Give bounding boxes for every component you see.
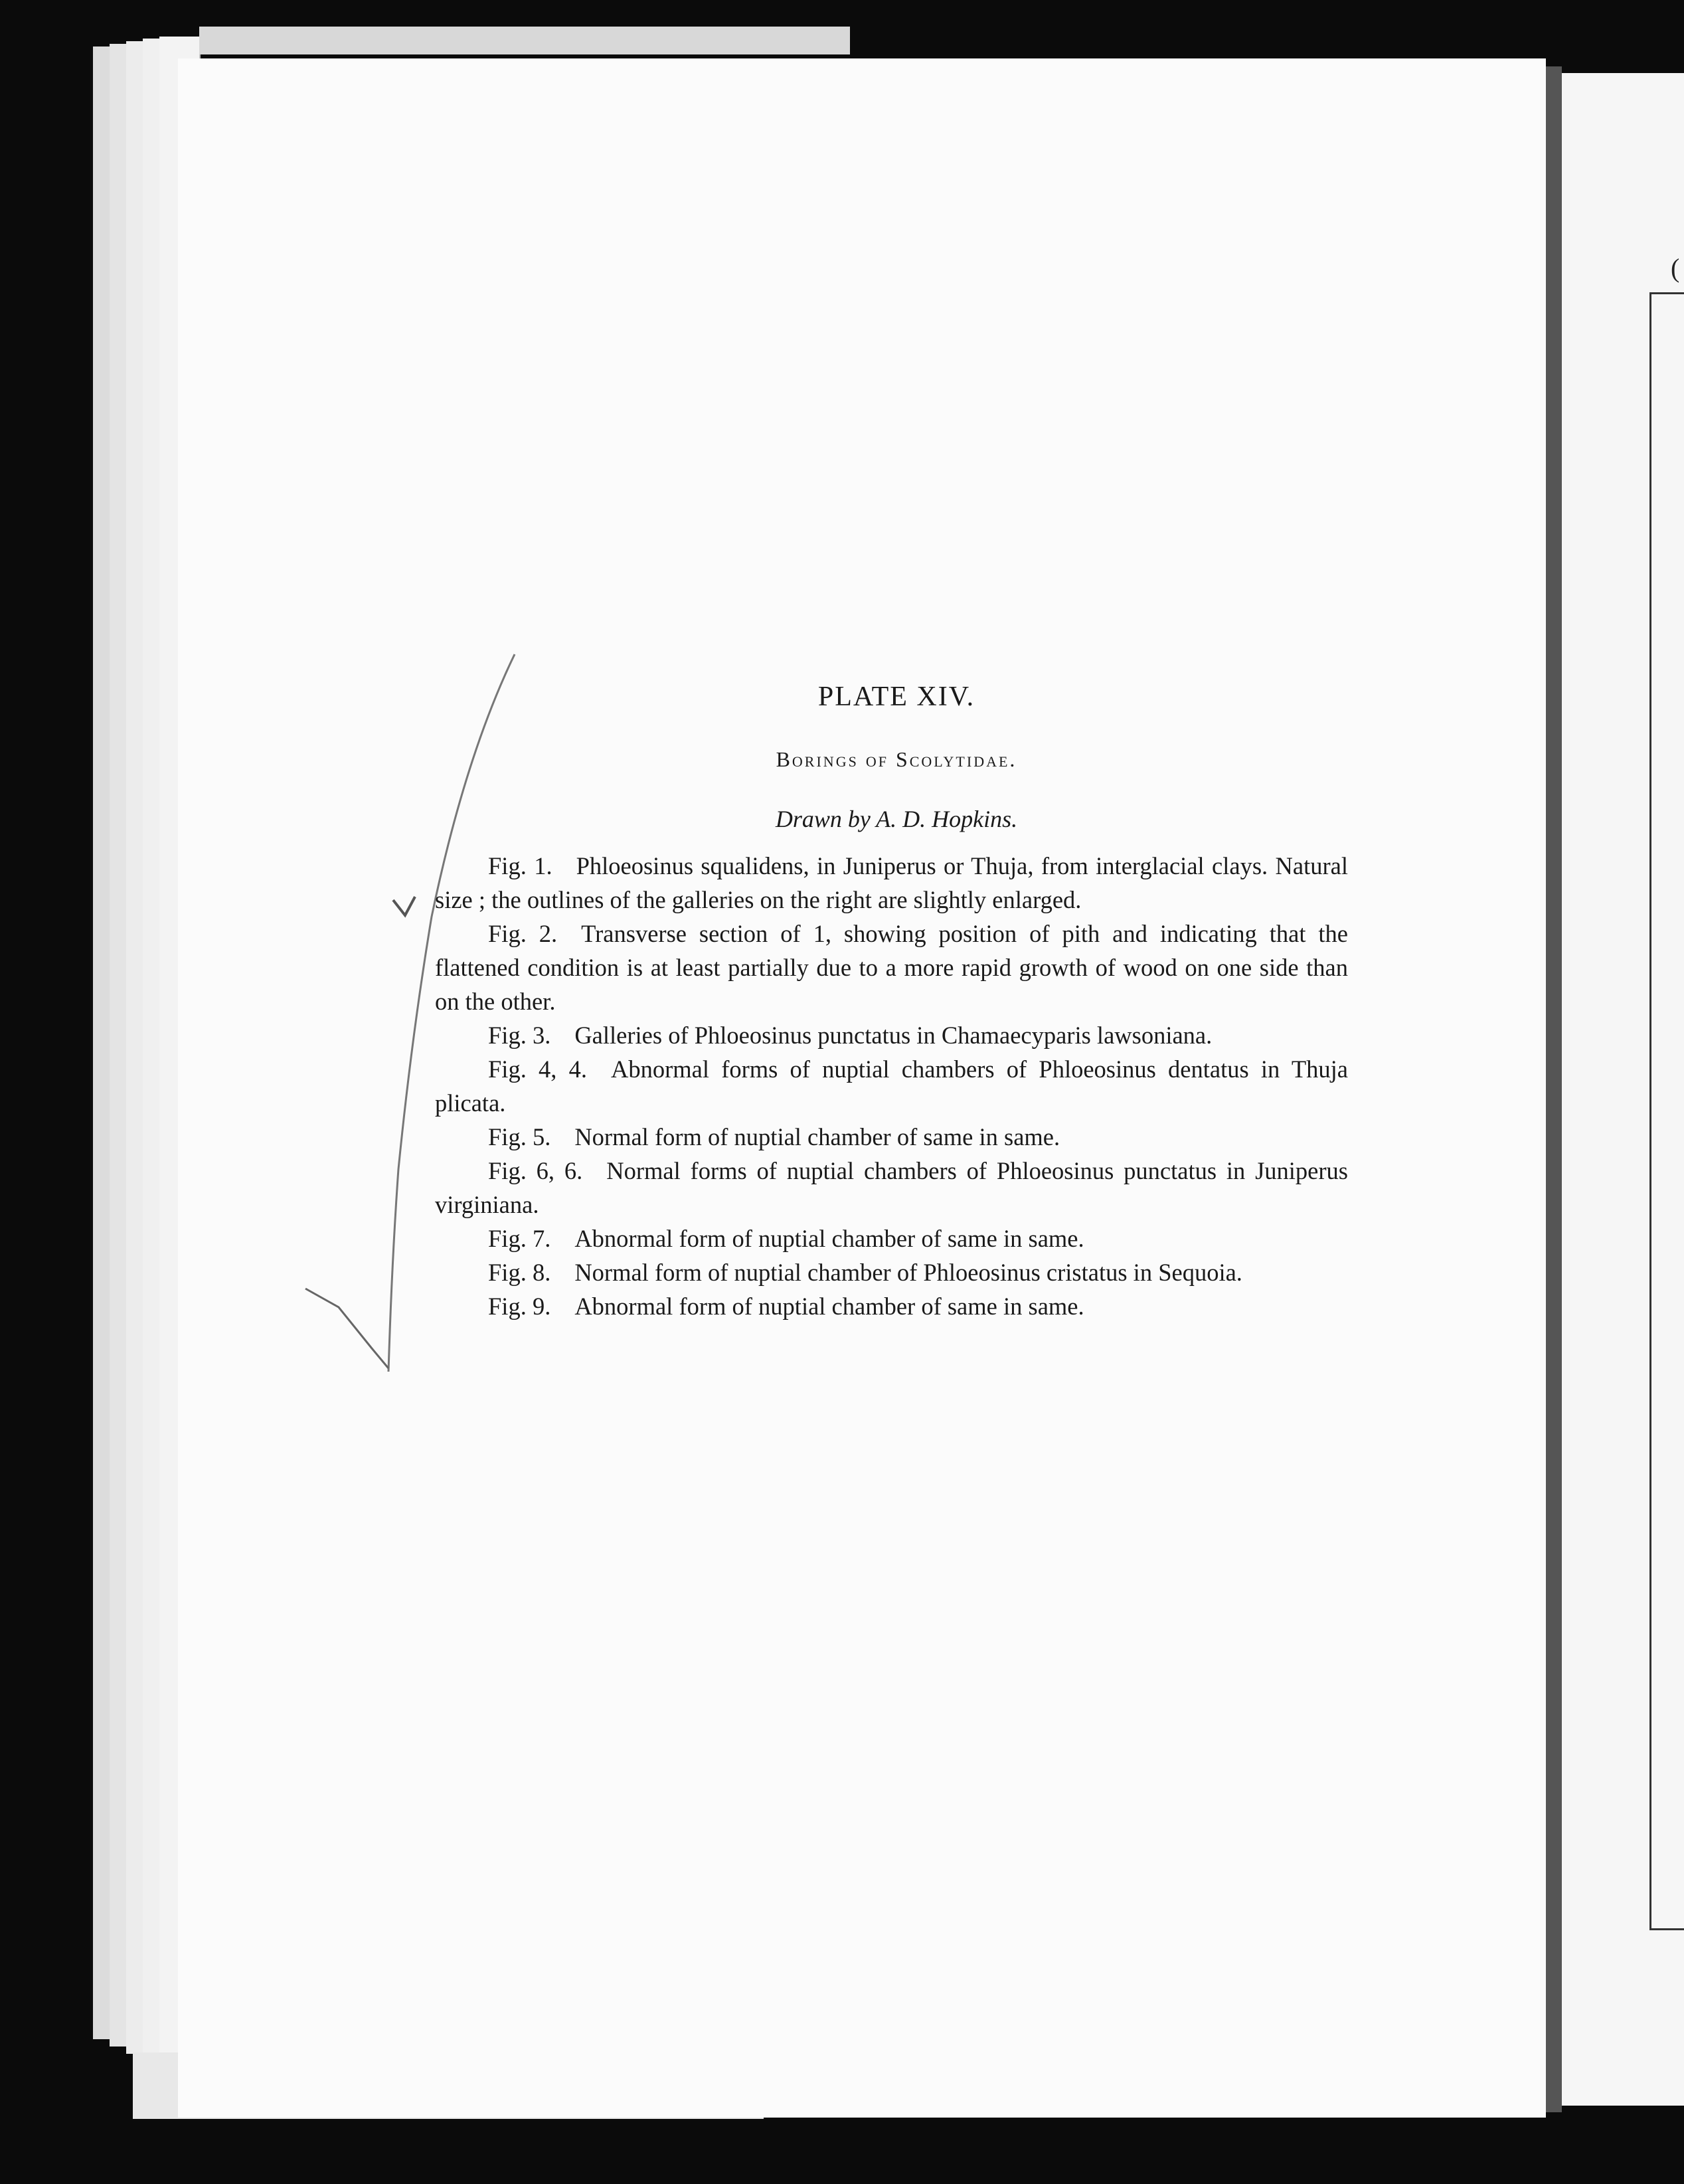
caption-fig-4: Fig. 4, 4. Abnormal forms of nuptial chambers of Phloeosinus dentatus in Thuja plicata. [435,1055,1348,1117]
caption-fig-3: Fig. 3. Galleries of Phloeosinus punctatus in Chamaecyparis lawsoniana. [488,1022,1213,1049]
caption-fig-2: Fig. 2. Transverse section of 1, showing position of pith and indicating that the flattened condition is at least partially due to a more rapid growth of wood on one side than on the other. [435,920,1348,1015]
caption-fig-8: Fig. 8. Normal form of nuptial chamber of Phloeosinus cristatus in Sequoia. [488,1259,1242,1286]
caption-fig-1: Fig. 1. Phloeosinus squalidens, in Juniperus or Thuja, from interglacial clays. Natural size ; the outlines of the galleries on the right are slightly enlarged. [435,852,1348,913]
plate-title: PLATE XIV. [817,682,975,712]
figure-captions [435,849,1348,1323]
plate-subtitle: Borings of Scolytidae. [776,747,1017,771]
facing-page-glyph: ( [1671,253,1680,283]
caption-fig-7: Fig. 7. Abnormal form of nuptial chamber of same in same. [488,1225,1084,1252]
pencil-check-icon [305,1289,388,1368]
plate-byline: Drawn by A. D. Hopkins. [775,806,1018,832]
check-mark-icon [393,897,415,915]
caption-fig-9: Fig. 9. Abnormal form of nuptial chamber of same in same. [488,1293,1084,1320]
caption-fig-6: Fig. 6, 6. Normal forms of nuptial chambers of Phloeosinus punctatus in Juniperus virginiana. [435,1157,1348,1218]
caption-fig-5: Fig. 5. Normal form of nuptial chamber of same in same. [488,1123,1060,1150]
